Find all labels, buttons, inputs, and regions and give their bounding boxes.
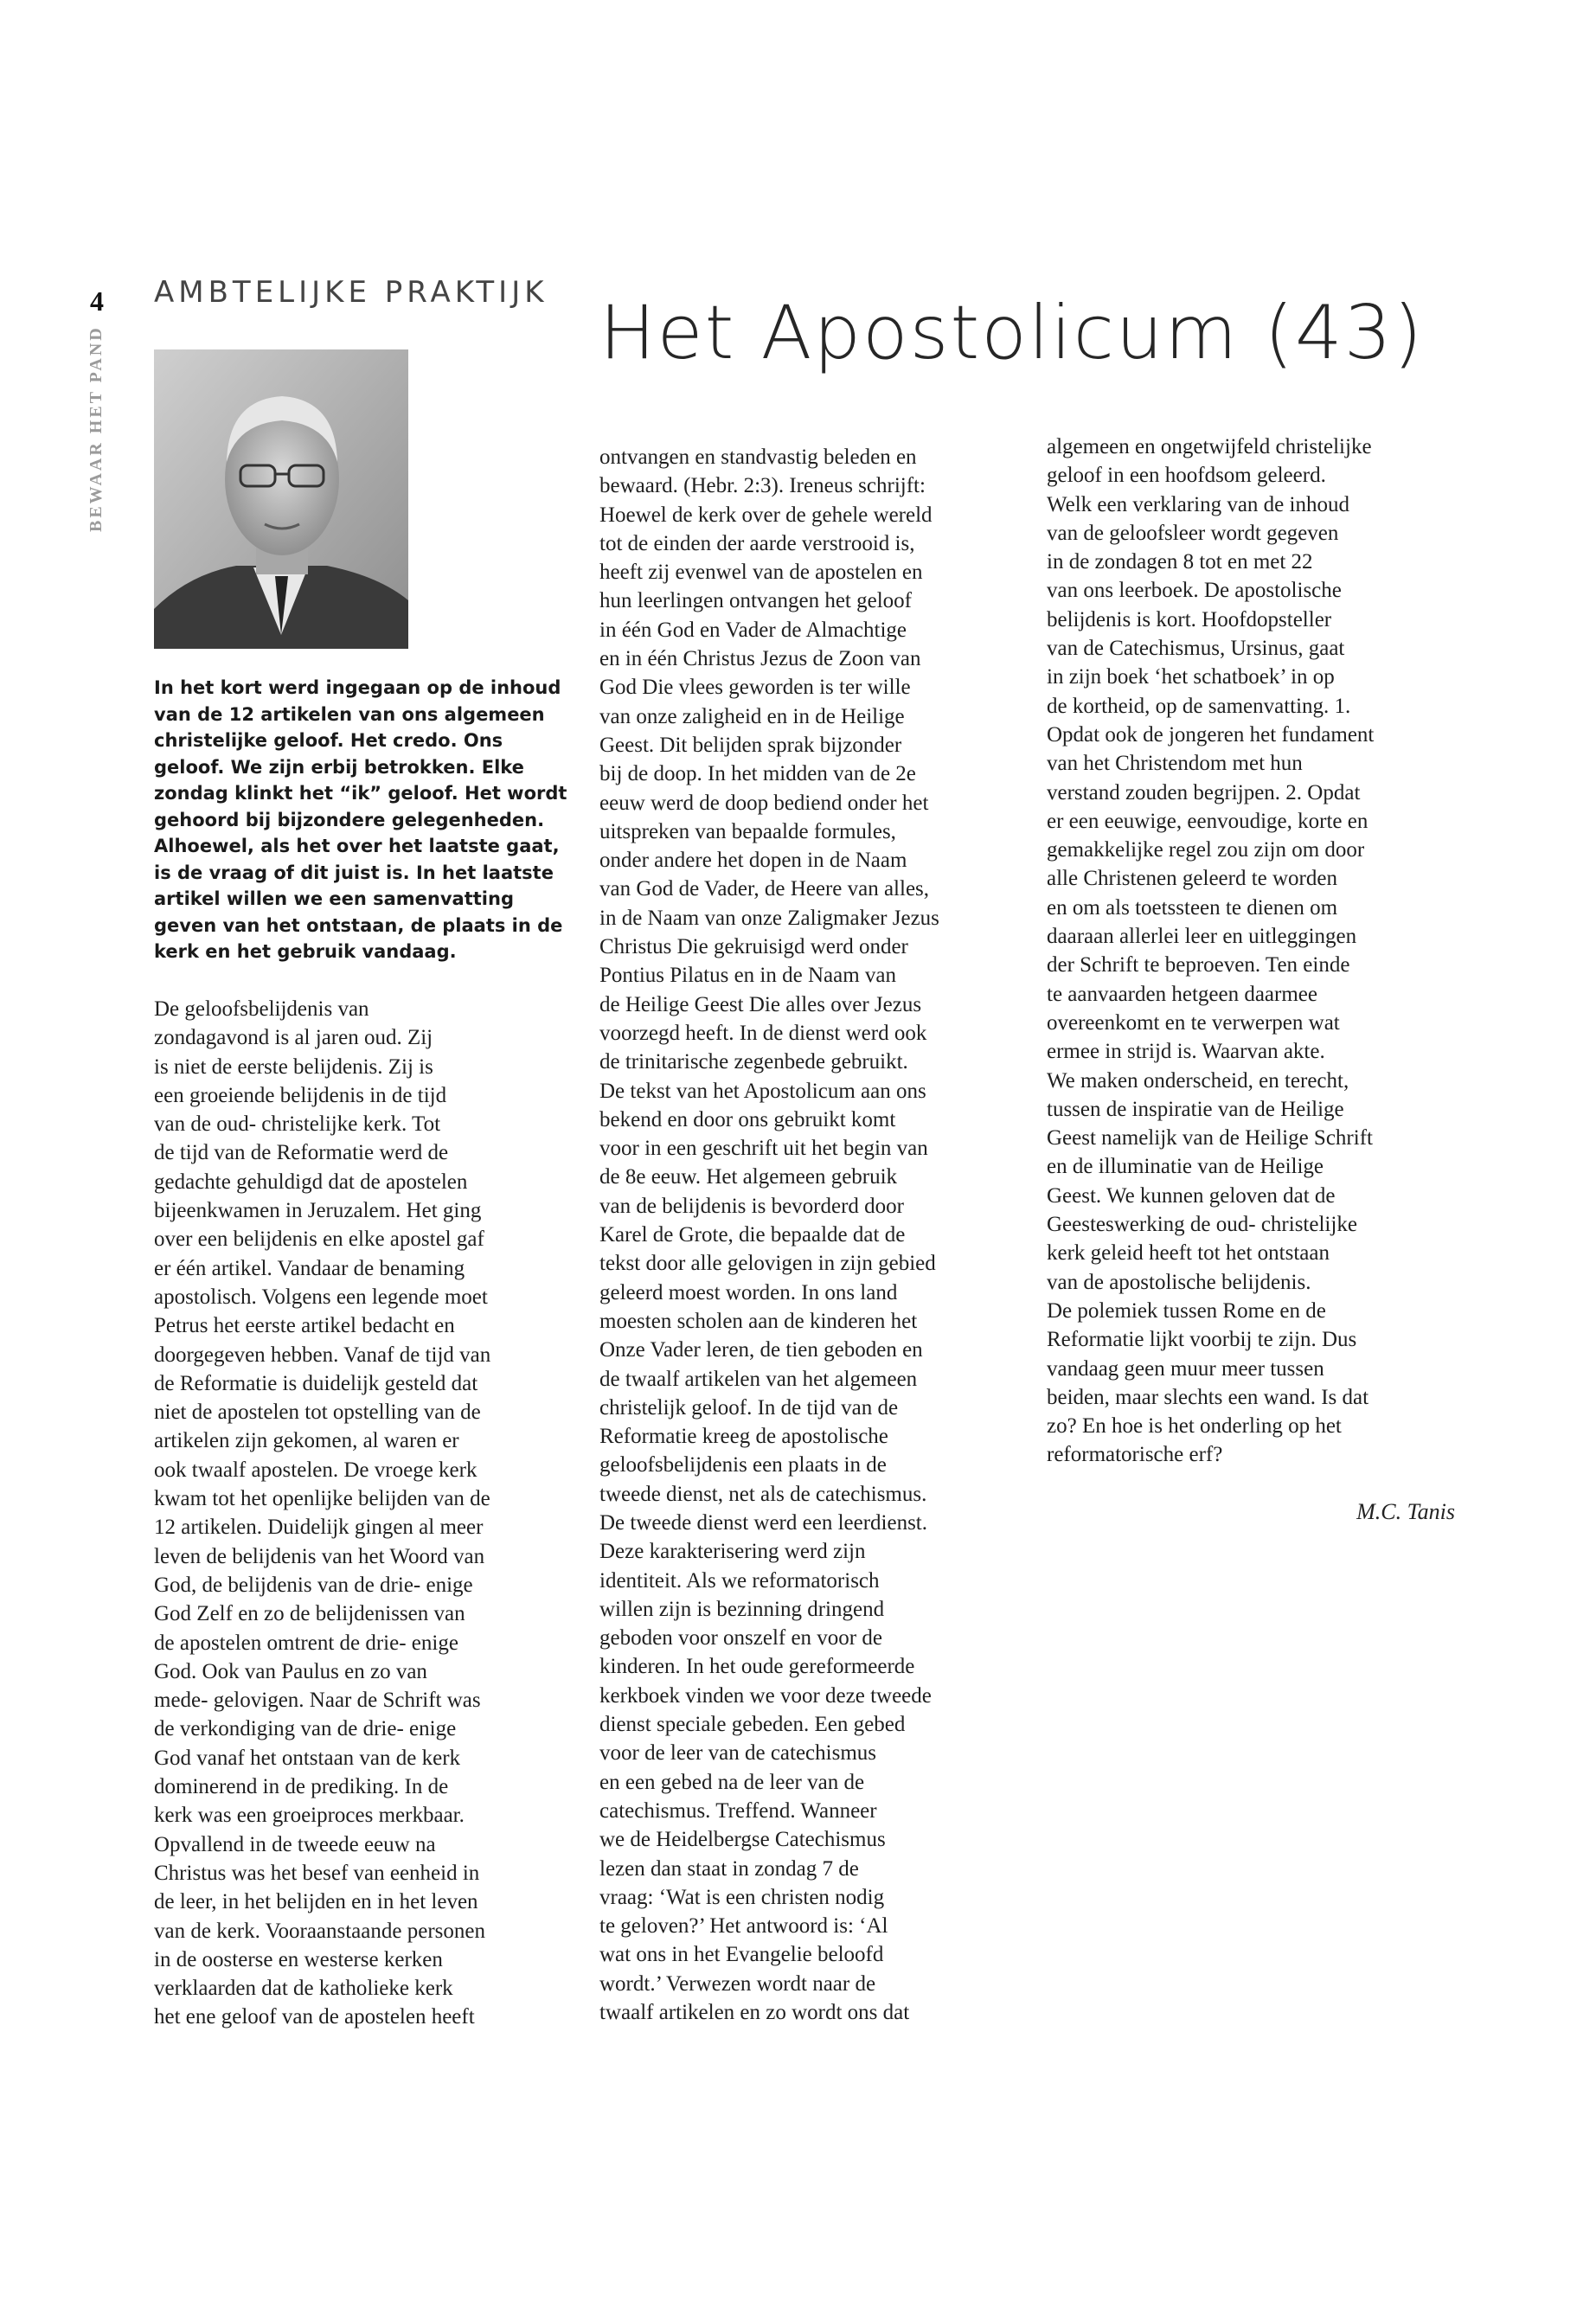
section-heading: AMBTELIJKE PRAKTIJK <box>154 275 548 310</box>
body-column-2: ontvangen en standvastig beleden en bewaard. (Hebr. 2:3). Ireneus schrijft: Hoewel de kerk over de gehele wereld tot de einden der aarde verstrooid is, heeft zij evenwel van de apostelen en hun leerlingen ontvangen het geloof in één God en Vader de Almachtige en in één Christus Jezus de Zoon van God Die vlees geworden is ter wille van onze zaligheid en in de Heilige Geest. Dit belijden sprak bijzonder bij de doop. In het midden van de 2e eeuw werd de doop bediend onder het uitspreken van bepaalde formules, onder andere het dopen in de Naam van God de Vader, de Heere van alles, in de Naam van onze Zaligmaker Jezus Christus Die gekruisigd werd onder Pontius Pilatus en in de Naam van de Heilige Geest Die alles over Jezus voorzegd heeft. In de dienst werd ook de trinitarische zegenbede gebruikt. De tekst van het Apostolicum aan ons bekend en door ons gebruikt komt voor in een geschrift uit het begin van de 8e eeuw. Het algemeen gebruik van de belijdenis is bevorderd door Karel de Grote, die bepaalde dat de tekst door alle gelovigen in zijn gebied geleerd moest worden. In ons land moesten scholen aan de kinderen het Onze Vader leren, de tien geboden en de twaalf artikelen van het algemeen christelijk geloof. In de tijd van de Reformatie kreeg de apostolische geloofsbelijdenis een plaats in de tweede dienst, net als de catechismus. De tweede dienst werd een leerdienst. Deze karakterisering werd zijn identiteit. Als we reformatorisch willen zijn is bezinning dringend geboden voor onszelf en voor de kinderen. In het oude gereformeerde kerkboek vinden we voor deze tweede dienst speciale gebeden. Een gebed voor de leer van de catechismus en een gebed na de leer van de catechismus. Treffend. Wanneer we de Heidelbergse Catechismus lezen dan staat in zondag 7 de vraag: ‘Wat is een christen nodig te geloven?’ Het antwoord is: ‘Al wat ons in het Evangelie beloofd wordt.’ Verwezen wordt naar de twaalf artikelen en zo wordt ons dat <box>599 445 939 2025</box>
body-column-3: algemeen en ongetwijfeld christelijke geloof in een hoofdsom geleerd. Welk een verklaring van de inhoud van de geloofsleer wordt gegeven in de zondagen 8 tot en met 22 van ons leerboek. De apostolische belijdenis is kort. Hoofdopsteller van de Catechismus, Ursinus, gaat in zijn boek ‘het schatboek’ in op de kortheid, op de samenvatting. 1. Opdat ook de jongeren het fundament van het Christendom met hun verstand zouden begrijpen. 2. Opdat er een eeuwige, eenvoudige, korte en gemakkelijke regel zou zijn om door alle Christenen geleerd te worden en om als toetssteen te dienen om daaraan allerlei leer en uitleggingen der Schrift te beproeven. Ten einde te aanvaarden hetgeen daarmee overeenkomt en te verwerpen wat ermee in strijd is. Waarvan akte. We maken onderscheid, en terecht, tussen de inspiratie van de Heilige Geest namelijk van de Heilige Schrift en de illuminatie van de Heilige Geest. We kunnen geloven dat de Geesteswerking de oud- christelijke kerk geleid heeft tot het ontstaan van de apostolische belijdenis. De polemiek tussen Rome en de Reformatie lijkt voorbij te zijn. Dus vandaag geen muur meer tussen beiden, maar slechts een wand. Is dat zo? En hoe is het onderling op het reformatorische erf? <box>1047 435 1375 1467</box>
author-signature: M.C. Tanis <box>1356 1499 1455 1524</box>
page-number: 4 <box>90 285 104 317</box>
body-column-1: De geloofsbelijdenis van zondagavond is al jaren oud. Zij is niet de eerste belijdenis. Zij is een groeiende belijdenis in de tijd van de oud- christelijke kerk. Tot de tijd van de Reformatie werd de gedachte gehuldigd dat de apostelen bijeenkwamen in Jeruzalem. Het ging over een belijdenis en elke apostel gaf er één artikel. Vandaar de benaming apostolisch. Volgens een legende moet Petrus het eerste artikel bedacht en doorgegeven hebben. Vanaf de tijd van de Reformatie is duidelijk gesteld dat niet de apostelen tot opstelling van de artikelen zijn gekomen, al waren er ook twaalf apostelen. De vroege kerk kwam tot het openlijke belijden van de 12 artikelen. Duidelijk gingen al meer leven de belijdenis van het Woord van God, de belijdenis van de drie- enige God Zelf en zo de belijdenissen van de apostelen omtrent de drie- enige God. Ook van Paulus en zo van mede- gelovigen. Naar de Schrift was de verkondiging van de drie- enige God vanaf het ontstaan van de kerk dominerend in de prediking. In de kerk was een groeiproces merkbaar. Opvallend in de tweede eeuw na Christus was het besef van eenheid in de leer, in het belijden en in het leven van de kerk. Vooraanstaande personen in de oosterse en westerse kerken verklaarden dat de katholieke kerk het ene geloof van de apostelen heeft <box>154 997 491 2029</box>
side-label: BEWAAR HET PAND <box>87 325 106 532</box>
intro-text: In het kort werd ingegaan op de inhoud van de 12 artikelen van ons algemeen christelijke geloof. Het credo. Ons geloof. We zijn erbij betrokken. Elke zondag klinkt het “ik” geloof. Het wordt gehoord bij bijzondere gelegenheden. Alhoewel, als het over het laatste gaat, is de vraag of dit juist is. In het laatste artikel willen we een samenvatting geven van het ontstaan, de plaats in de kerk en het gebruik vandaag. <box>154 677 567 962</box>
article-title: Het Apostolicum (43) <box>599 290 1425 376</box>
author-portrait <box>154 349 408 649</box>
